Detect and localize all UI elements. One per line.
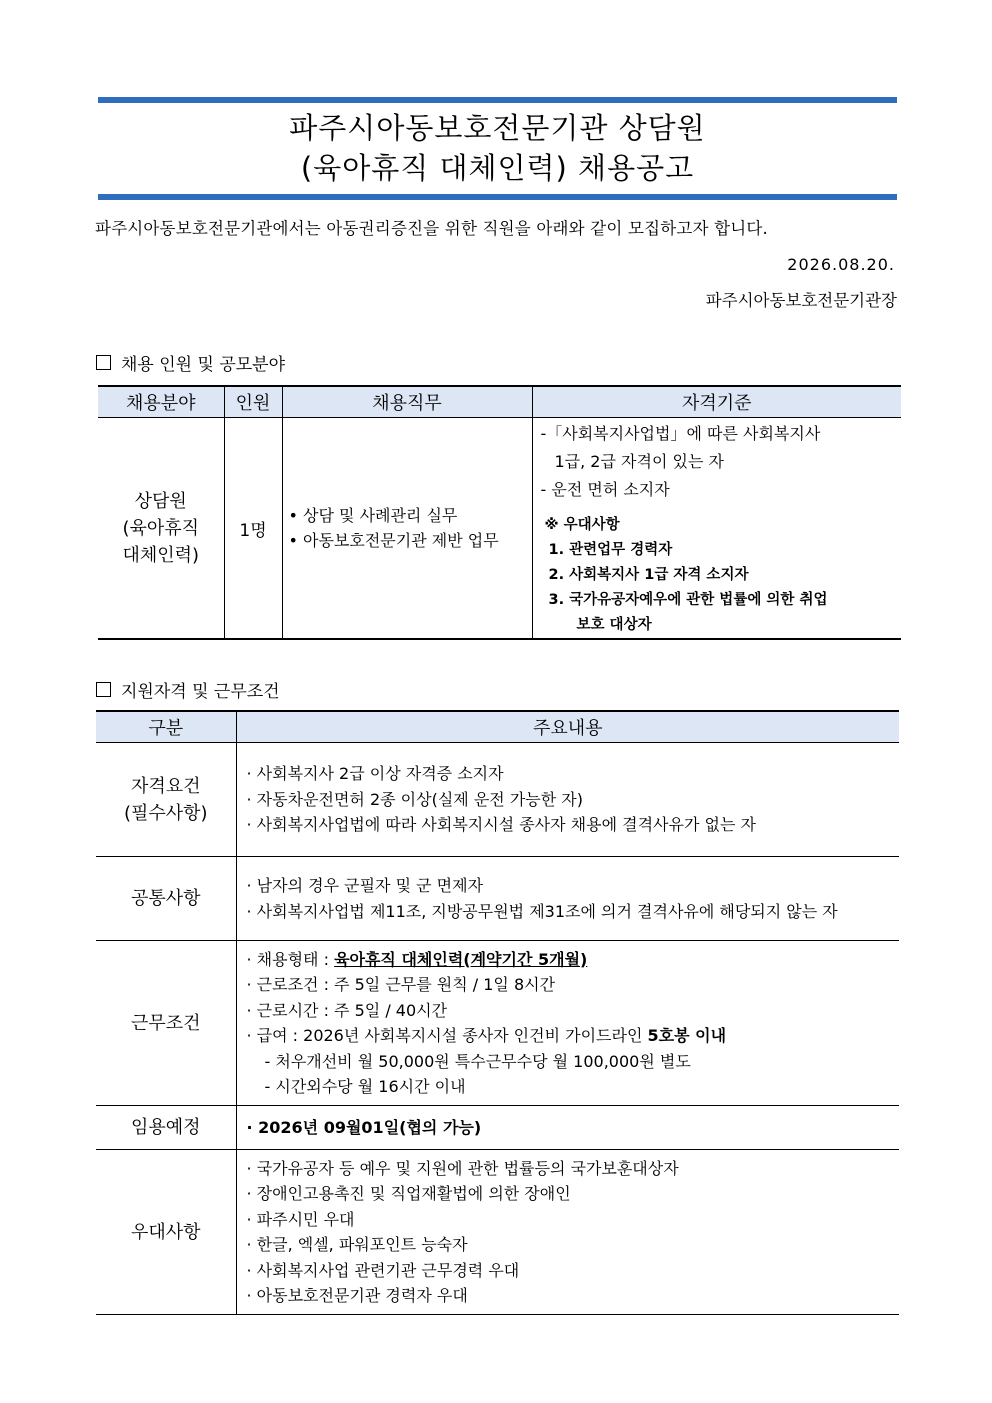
row-label: 임용예정 bbox=[96, 1106, 236, 1150]
qual-line: - 운전 면허 소지자 bbox=[540, 480, 670, 499]
conditions-table bbox=[96, 710, 899, 1315]
field-cell bbox=[98, 418, 224, 640]
row-label: 우대사항 bbox=[96, 1150, 236, 1315]
count-cell: 1명 bbox=[224, 418, 282, 640]
row-label-line: 자격요건 bbox=[130, 775, 201, 797]
recruitment-table-header bbox=[98, 386, 901, 418]
section2-heading bbox=[96, 677, 280, 702]
list-item: · 한글, 엑셀, 파워포인트 능숙자 bbox=[246, 1235, 468, 1254]
list-item: · 사회복지사 2급 이상 자격증 소지자 bbox=[246, 764, 504, 784]
intro-text: 파주시아동보호전문기관에서는 아동권리증진을 위한 직원을 아래와 같이 모집하고자 합니다. bbox=[95, 219, 768, 238]
row-content bbox=[236, 941, 899, 1106]
qual-line: 1급, 2급 자격이 있는 자 bbox=[554, 452, 724, 471]
col-header-content: 주요내용 bbox=[236, 711, 899, 743]
page-title-line2: (육아휴직 대체인력) 채용공고 bbox=[300, 151, 695, 185]
salary-prefix: · 급여 : 2026년 사회복지시설 종사자 인건비 가이드라인 bbox=[246, 1026, 648, 1045]
conditions-table-header bbox=[96, 711, 899, 743]
employment-type-value: 육아휴직 대체인력(계약기간 5개월) bbox=[334, 949, 588, 969]
preference-heading: ※ 우대사항 bbox=[544, 517, 620, 533]
row-label: 근무조건 bbox=[96, 941, 236, 1106]
preference-item: 2. 사회복지사 1급 자격 소지자 bbox=[548, 567, 749, 583]
preference-item: 3. 국가유공자예우에 관한 법률에 의한 취업 bbox=[548, 592, 828, 608]
conditions-row-preference bbox=[96, 1150, 899, 1315]
list-item: · 장애인고용촉진 및 직업재활법에 의한 장애인 bbox=[246, 1184, 571, 1203]
section1-heading-text: 채용 인원 및 공모분야 bbox=[121, 355, 286, 375]
field-line: 상담원 bbox=[134, 490, 187, 512]
recruitment-row bbox=[98, 418, 901, 640]
row-content bbox=[236, 1106, 899, 1150]
checkbox-square-icon bbox=[96, 355, 111, 370]
col-header-qualification: 자격기준 bbox=[532, 386, 901, 418]
employment-type-prefix: · 채용형태 : bbox=[246, 949, 335, 969]
duty-item: • 아동보호전문기관 제반 업무 bbox=[288, 531, 499, 550]
list-item bbox=[243, 1023, 900, 1049]
qualification-cell bbox=[532, 418, 901, 640]
issuer-name: 파주시아동보호전문기관장 bbox=[705, 291, 897, 310]
col-header-count: 인원 bbox=[224, 386, 282, 418]
salary-grade: 5호봉 이내 bbox=[647, 1026, 727, 1045]
duty-item: • 상담 및 사례관리 실무 bbox=[288, 506, 458, 525]
field-line: (육아휴직 bbox=[122, 517, 200, 539]
row-content bbox=[236, 743, 899, 857]
title-bottom-bar bbox=[98, 194, 897, 200]
qual-line: -「사회복지사업법」에 따른 사회복지사 bbox=[540, 424, 821, 443]
row-label bbox=[96, 743, 236, 857]
preference-item: 1. 관련업무 경력자 bbox=[548, 542, 673, 558]
row-content bbox=[236, 857, 899, 941]
col-header-category: 구분 bbox=[96, 711, 236, 743]
field-line: 대체인력) bbox=[122, 544, 200, 566]
row-label-line: (필수사항) bbox=[123, 802, 208, 824]
title-top-bar bbox=[98, 97, 897, 103]
conditions-row-common bbox=[96, 857, 899, 941]
sub-list-item: - 처우개선비 월 50,000원 특수근무수당 월 100,000원 별도 bbox=[264, 1051, 691, 1071]
col-header-field: 채용분야 bbox=[98, 386, 224, 418]
page-title-line1: 파주시아동보호전문기관 상담원 bbox=[289, 111, 706, 145]
list-item: · 자동차운전면허 2종 이상(실제 운전 가능한 자) bbox=[246, 789, 583, 809]
conditions-row-appointment bbox=[96, 1106, 899, 1150]
list-item: · 남자의 경우 군필자 및 군 면제자 bbox=[246, 876, 484, 895]
section2-heading-text: 지원자격 및 근무조건 bbox=[121, 682, 280, 702]
sub-list-item: - 시간외수당 월 16시간 이내 bbox=[264, 1077, 466, 1096]
list-item: · 국가유공자 등 예우 및 지원에 관한 법률등의 국가보훈대상자 bbox=[246, 1158, 679, 1178]
section1-heading bbox=[96, 350, 285, 375]
list-item: · 아동보호전문기관 경력자 우대 bbox=[246, 1286, 468, 1305]
row-content bbox=[236, 1150, 899, 1315]
list-item: · 사회복지사업 관련기관 근무경력 우대 bbox=[246, 1260, 520, 1280]
list-item: · 사회복지사업법에 따라 사회복지시설 종사자 채용에 결격사유가 없는 자 bbox=[246, 815, 756, 835]
conditions-row-qualification bbox=[96, 743, 899, 857]
notice-date: 2026.08.20. bbox=[787, 255, 895, 274]
recruitment-table bbox=[98, 385, 901, 640]
list-item bbox=[243, 947, 900, 973]
preference-item: 보호 대상자 bbox=[576, 617, 652, 633]
conditions-row-work bbox=[96, 941, 899, 1106]
col-header-duties: 채용직무 bbox=[282, 386, 532, 418]
list-item: · 근로시간 : 주 5일 / 40시간 bbox=[246, 1000, 448, 1020]
row-label: 공통사항 bbox=[96, 857, 236, 941]
list-item: · 파주시민 우대 bbox=[246, 1209, 355, 1229]
checkbox-square-icon bbox=[96, 682, 111, 697]
duties-cell bbox=[282, 418, 532, 640]
list-item: · 사회복지사업법 제11조, 지방공무원법 제31조에 의거 결격사유에 해당되지 않는 자 bbox=[246, 901, 838, 921]
list-item: · 근로조건 : 주 5일 근무를 원칙 / 1일 8시간 bbox=[246, 975, 556, 994]
list-item: · 2026년 09월01일(협의 가능) bbox=[246, 1117, 482, 1137]
